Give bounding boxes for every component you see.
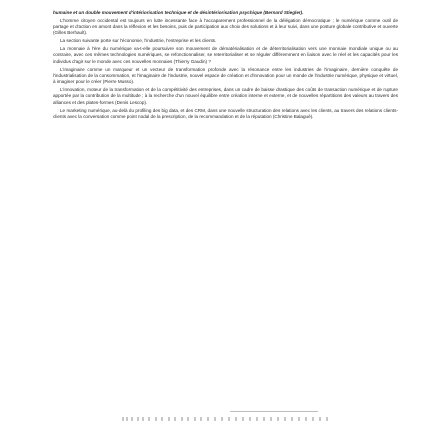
footer-dot bbox=[270, 417, 272, 421]
footer-dot bbox=[142, 417, 144, 421]
footer-dot bbox=[235, 417, 237, 421]
footer-dot bbox=[319, 417, 321, 421]
footer-dot bbox=[242, 417, 244, 421]
footer-dot bbox=[137, 417, 139, 421]
footer-dot bbox=[131, 417, 133, 421]
page-footer bbox=[120, 402, 332, 428]
footer-dot bbox=[298, 417, 300, 421]
paragraph-innovation: L'innovation, moteur de la transformation et de la compétitivité des entreprises, dans un cadre de baisse drastique des coûts de transaction numérique et de rupture apportée par la contribution de la multitude ; à la recherche d'un nouvel équilibre entre création interne et externe, et de nouvelles répartitions des valeurs au travers des alliances et des plates-formes (Denis Lescop). bbox=[53, 87, 398, 105]
footer-dot bbox=[181, 417, 183, 421]
intro-paragraph: humaine et un double mouvement d'intériorisation technique et de désintériorisation psychique (Bernard Stiegler). bbox=[53, 10, 304, 15]
footer-dot bbox=[214, 417, 216, 421]
footer-dot bbox=[194, 417, 196, 421]
footer-dot bbox=[312, 417, 314, 421]
footer-dot bbox=[155, 417, 157, 421]
paragraph-imaginary: L'imaginaire comme un marqueur et un vecteur de transformation profonde avec la résonance entre les industries de l'imaginaire, dernière conquête de l'industrialisation de la consommation, et l'imaginaire de l'industrie, nouvel espace de création et d'innovation pour un monde de l'industrie numérique, physique et virtuel, à imaginer pour le créer (Pierre Musso). bbox=[53, 66, 398, 85]
footer-dot bbox=[249, 417, 251, 421]
footer-dot bbox=[277, 417, 279, 421]
footer-dot bbox=[228, 417, 230, 421]
footer-dot bbox=[221, 417, 223, 421]
paragraph-marketing: Le marketing numérique, au-delà du profiling des big data, et des CRM, dans une nouvelle structuration des relations avec les clients, au travers des relations clients-clients avec la conversation comme point nodal de la prescription, de la recommandation et de la réputation (Christine Balagué). bbox=[53, 107, 398, 119]
footer-ornament bbox=[120, 417, 332, 423]
footer-dot bbox=[291, 417, 293, 421]
footer-dot bbox=[174, 417, 176, 421]
footer-dot bbox=[187, 417, 189, 421]
footer-dot bbox=[200, 417, 202, 421]
footer-dot bbox=[148, 417, 150, 421]
footer-rule bbox=[230, 411, 318, 412]
footer-dot bbox=[305, 417, 307, 421]
footer-dot bbox=[284, 417, 286, 421]
footer-dot bbox=[263, 417, 265, 421]
footer-dot bbox=[126, 417, 128, 421]
paragraph-section-intro: La section suivante porte sur l'économie, l'industrie, l'entreprise et les clients. bbox=[60, 38, 217, 44]
paragraph-citizen: L'homme citoyen occidental est toujours en lutte incessante face à l'accaparement professionnel de la délégation démocratique ; le numérique comme outil de partage et d'action en amont dans la réflexion et les besoins, puis de participation aux choix des solutions et à leur suivi, dans une posture globale contributive et ouverte (Gilles Berhault). bbox=[53, 17, 398, 36]
footer-dot bbox=[161, 417, 163, 421]
footer-dot bbox=[256, 417, 258, 421]
footer-dot bbox=[326, 417, 328, 421]
paragraph-currency: La monnaie à l'ère du numérique va-t-elle poursuivre son mouvement de dématérialisation et de déterritorialisation vers une monnaie mondiale unique ou au contraire, avec ces mêmes technologies numériques, se refonctionnaliser, se reterritorialiser et se réguler différemment en liaison avec le réel et les capacités pour les individus d'agir sur le monde avec ces nouvelles monnaies (Thierry Gaudin) ? bbox=[53, 46, 398, 64]
footer-dot bbox=[168, 417, 170, 421]
footer-dot bbox=[207, 417, 209, 421]
footer-dot bbox=[122, 417, 124, 421]
